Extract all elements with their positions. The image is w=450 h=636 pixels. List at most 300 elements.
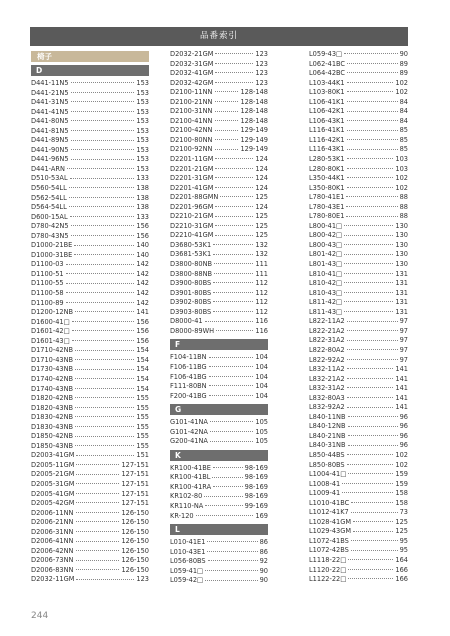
product-code: D1820-42NB	[31, 394, 74, 403]
product-code: D2005-21GM	[31, 470, 75, 479]
section-letter-heading: K	[170, 450, 268, 461]
index-entry	[31, 556, 149, 566]
leader-dots	[207, 551, 257, 552]
product-code: L062-41BC	[309, 59, 346, 68]
leader-dots	[215, 82, 253, 83]
page-reference: 154	[136, 355, 149, 364]
leader-dots	[69, 197, 135, 198]
product-code: L832-92A2	[309, 403, 345, 412]
page-reference: 102	[395, 174, 408, 183]
index-entry	[31, 146, 149, 156]
product-code: L832-31A2	[309, 384, 345, 393]
leader-dots	[346, 216, 397, 217]
page-reference: 73	[399, 508, 408, 517]
index-entry	[309, 575, 408, 585]
page-reference: 124	[255, 155, 268, 164]
index-entry	[309, 356, 408, 366]
index-entry	[170, 557, 268, 567]
leader-dots	[74, 254, 134, 255]
page-reference: 142	[136, 289, 149, 298]
product-code: D2032-31GM	[170, 59, 214, 68]
leader-dots	[347, 158, 394, 159]
page-reference: 104	[255, 372, 268, 381]
index-entry	[309, 327, 408, 337]
product-code: D2201-11GM	[170, 155, 214, 164]
leader-dots	[76, 541, 120, 542]
page-reference: 112	[255, 288, 268, 297]
page-reference: 159	[395, 470, 408, 479]
index-entry	[309, 136, 408, 146]
index-entry	[31, 270, 149, 280]
index-entry	[309, 289, 408, 299]
product-code: L059-42□	[170, 576, 204, 585]
index-entry	[309, 79, 408, 89]
product-code: F111-80BN	[170, 382, 207, 391]
leader-dots	[75, 445, 134, 446]
index-entry	[31, 451, 149, 461]
product-code: D2032-42GM	[170, 78, 214, 87]
leader-dots	[215, 101, 239, 102]
product-code: L822-11A2	[309, 317, 345, 326]
index-entry	[170, 69, 268, 79]
leader-dots	[215, 130, 239, 131]
page-reference: 131	[395, 269, 408, 278]
product-code: KR100-41BE	[170, 463, 211, 472]
page-reference: 104	[255, 382, 268, 391]
product-code: D1830-42NB	[31, 413, 74, 422]
index-entry	[170, 260, 268, 270]
product-code: D562-54LL	[31, 193, 67, 202]
product-code: L822-92A2	[309, 355, 345, 364]
product-code: L811-43□	[309, 307, 343, 316]
page-reference: 169	[255, 511, 268, 520]
page-reference: 102	[395, 88, 408, 97]
page-reference: 130	[395, 260, 408, 269]
page-reference: 156	[136, 231, 149, 240]
index-entry	[170, 392, 268, 402]
index-entry	[170, 428, 268, 438]
index-column-1	[31, 50, 149, 585]
page-reference: 153	[136, 136, 149, 145]
page-reference: 141	[395, 393, 408, 402]
leader-dots	[69, 187, 135, 188]
index-entry	[31, 385, 149, 395]
leader-dots	[215, 177, 253, 178]
leader-dots	[348, 559, 393, 560]
index-entry	[309, 451, 408, 461]
index-entry	[31, 356, 149, 366]
leader-dots	[76, 550, 120, 551]
page-reference: 127-151	[121, 470, 149, 479]
index-entry	[31, 136, 149, 146]
product-code: D780-43N5	[31, 231, 69, 240]
product-code: KR110-NA	[170, 501, 204, 510]
page-reference: 138	[136, 193, 149, 202]
page-reference: 99-169	[244, 501, 268, 510]
leader-dots	[215, 235, 253, 236]
leader-dots	[213, 311, 253, 312]
index-entry	[170, 382, 268, 392]
page-reference: 155	[136, 432, 149, 441]
page-number: 244	[31, 611, 49, 621]
index-entry	[309, 203, 408, 213]
index-entry	[309, 413, 408, 423]
product-code: D1100-51	[31, 269, 64, 278]
product-code: D1600-41□	[31, 317, 70, 326]
page-reference: 88	[399, 193, 408, 202]
product-code: L106-42K1	[309, 107, 345, 116]
product-code: D3800-88NB	[170, 269, 213, 278]
page-reference: 153	[136, 98, 149, 107]
leader-dots	[215, 63, 253, 64]
index-entry	[31, 174, 149, 184]
leader-dots	[71, 159, 135, 160]
index-entry	[170, 502, 268, 512]
product-code: D3900-80BS	[170, 279, 212, 288]
index-entry	[31, 528, 149, 538]
page-reference: 141	[136, 308, 149, 317]
page-reference: 97	[399, 355, 408, 364]
product-code: D2201-96GM	[170, 202, 214, 211]
index-entry	[309, 88, 408, 98]
leader-dots	[215, 139, 239, 140]
product-code: L832-80A3	[309, 393, 345, 402]
leader-dots	[66, 302, 135, 303]
index-entry	[170, 512, 268, 522]
product-code: D1100-03	[31, 260, 64, 269]
leader-dots	[75, 359, 134, 360]
leader-dots	[347, 139, 398, 140]
index-entry	[31, 423, 149, 433]
leader-dots	[344, 273, 393, 274]
product-code: L822-21A2	[309, 326, 345, 335]
leader-dots	[344, 235, 393, 236]
leader-dots	[215, 111, 239, 112]
index-entry	[170, 193, 268, 203]
leader-dots	[213, 486, 243, 487]
page-reference: 138	[136, 203, 149, 212]
index-entry	[170, 317, 268, 327]
index-entry	[31, 404, 149, 414]
leader-dots	[344, 263, 393, 264]
index-entry	[170, 165, 268, 175]
leader-dots	[215, 53, 253, 54]
page-reference: 92	[259, 557, 268, 566]
index-entry	[31, 461, 149, 471]
page-reference: 154	[136, 374, 149, 383]
page-reference: 155	[136, 422, 149, 431]
leader-dots	[351, 512, 398, 513]
product-code: D1601-42□	[31, 327, 70, 336]
page-reference: 85	[399, 145, 408, 154]
page-reference: 127-151	[121, 479, 149, 488]
product-code: L800-43□	[309, 240, 343, 249]
section-letter-heading: G	[170, 404, 268, 415]
page-reference: 90	[259, 566, 268, 575]
leader-dots	[344, 244, 393, 245]
leader-dots	[75, 350, 134, 351]
page-reference: 104	[255, 362, 268, 371]
index-entry	[31, 432, 149, 442]
product-code: D2201-41GM	[170, 183, 214, 192]
product-code: L800-41□	[309, 221, 343, 230]
page-reference: 89	[399, 69, 408, 78]
index-entry	[309, 174, 408, 184]
product-code: D2006-31NN	[31, 527, 74, 536]
index-entry	[31, 194, 149, 204]
leader-dots	[71, 111, 135, 112]
product-code: D1850-43NB	[31, 441, 74, 450]
index-entry	[309, 317, 408, 327]
product-code: L840-31NB	[309, 441, 346, 450]
product-code: L1118-22□	[309, 555, 347, 564]
product-code: D1100-55	[31, 279, 64, 288]
page-reference: 89	[399, 59, 408, 68]
index-entry	[31, 89, 149, 99]
leader-dots	[348, 473, 393, 474]
leader-dots	[71, 149, 135, 150]
index-entry	[170, 279, 268, 289]
index-entry	[31, 518, 149, 528]
page-reference: 90	[259, 576, 268, 585]
product-code: D2005-31GM	[31, 479, 75, 488]
product-code: L810-42□	[309, 279, 343, 288]
page-reference: 123	[136, 575, 149, 584]
index-entry	[309, 537, 408, 547]
product-code: D1710-43NB	[31, 355, 74, 364]
product-code: D2032-11GM	[31, 575, 75, 584]
leader-dots	[346, 196, 397, 197]
page-reference: 154	[136, 384, 149, 393]
leader-dots	[347, 91, 394, 92]
product-code: L1010-41BC	[309, 498, 350, 507]
leader-dots	[347, 321, 398, 322]
page-reference: 156	[136, 327, 149, 336]
index-entry	[309, 165, 408, 175]
leader-dots	[75, 426, 134, 427]
index-entry	[309, 231, 408, 241]
leader-dots	[353, 531, 393, 532]
index-entry	[170, 483, 268, 493]
leader-dots	[70, 216, 135, 217]
page-reference: 126-150	[121, 546, 149, 555]
index-entry	[170, 363, 268, 373]
product-code: L010-41E1	[170, 538, 206, 547]
leader-dots	[347, 168, 394, 169]
product-code: L840-11NB	[309, 412, 346, 421]
product-code: D441-21N5	[31, 88, 69, 97]
page-reference: 138	[136, 184, 149, 193]
page-reference: 153	[136, 88, 149, 97]
product-code: D2100-31NN	[170, 107, 213, 116]
index-entry	[309, 212, 408, 222]
product-code: D441-41N5	[31, 107, 69, 116]
leader-dots	[347, 101, 398, 102]
page-reference: 125	[395, 517, 408, 526]
leader-dots	[213, 254, 253, 255]
leader-dots	[76, 569, 120, 570]
page-reference: 127-151	[121, 460, 149, 469]
index-entry	[31, 98, 149, 108]
product-code: G200-41NA	[170, 437, 208, 446]
leader-dots	[347, 187, 394, 188]
product-code: D3680-53K1	[170, 240, 212, 249]
index-entry	[170, 222, 268, 232]
product-code: L116-42K1	[309, 135, 345, 144]
index-entry	[309, 60, 408, 70]
index-entry	[31, 127, 149, 137]
leader-dots	[210, 421, 253, 422]
index-entry	[31, 117, 149, 127]
leader-dots	[71, 130, 135, 131]
product-code: L801-43□	[309, 260, 343, 269]
page-reference: 142	[136, 298, 149, 307]
leader-dots	[344, 254, 393, 255]
product-code: D2100-21NN	[170, 97, 213, 106]
product-code: D2006-21NN	[31, 518, 74, 527]
index-entry	[170, 308, 268, 318]
index-entry	[31, 365, 149, 375]
page-reference: 124	[255, 202, 268, 211]
index-entry	[309, 260, 408, 270]
index-entry	[309, 308, 408, 318]
leader-dots	[76, 521, 120, 522]
leader-dots	[71, 140, 135, 141]
leader-dots	[208, 560, 258, 561]
leader-dots	[347, 340, 398, 341]
leader-dots	[342, 483, 393, 484]
index-entry	[31, 470, 149, 480]
page-reference: 126-150	[121, 537, 149, 546]
leader-dots	[76, 455, 134, 456]
product-code: L850-44BS	[309, 450, 345, 459]
index-entry	[170, 492, 268, 502]
index-entry	[309, 145, 408, 155]
page-reference: 126-150	[121, 508, 149, 517]
index-entry	[170, 373, 268, 383]
page-reference: 153	[136, 145, 149, 154]
leader-dots	[71, 82, 135, 83]
index-entry	[170, 136, 268, 146]
index-entry	[31, 318, 149, 328]
leader-dots	[213, 282, 253, 283]
product-code: L106-41K1	[309, 97, 345, 106]
product-code: D1740-42NB	[31, 374, 74, 383]
page-reference: 155	[136, 403, 149, 412]
product-code: D1850-42NB	[31, 432, 74, 441]
page-reference: 102	[395, 78, 408, 87]
index-entry	[170, 184, 268, 194]
page-reference: 155	[136, 441, 149, 450]
page-reference: 103	[395, 164, 408, 173]
product-code: D2006-41NN	[31, 537, 74, 546]
leader-dots	[213, 467, 243, 468]
leader-dots	[214, 263, 253, 264]
product-code: L850-80BS	[309, 460, 345, 469]
page-reference: 98-169	[244, 473, 268, 482]
product-code: L280-80K1	[309, 164, 345, 173]
product-code: D2100-11NN	[170, 88, 213, 97]
leader-dots	[344, 292, 393, 293]
product-code: F106-11BG	[170, 362, 207, 371]
page-reference: 129-149	[240, 135, 268, 144]
page-reference: 153	[136, 155, 149, 164]
index-entry	[309, 556, 408, 566]
page-reference: 105	[255, 418, 268, 427]
product-code: L1029-43GM	[309, 527, 352, 536]
index-entry	[31, 413, 149, 423]
leader-dots	[76, 531, 120, 532]
leader-dots	[71, 235, 135, 236]
leader-dots	[347, 72, 398, 73]
page-reference: 127-151	[121, 489, 149, 498]
index-entry	[31, 480, 149, 490]
product-code: L811-42□	[309, 298, 343, 307]
product-code: L840-21NB	[309, 431, 346, 440]
index-entry	[309, 270, 408, 280]
page-reference: 96	[399, 412, 408, 421]
page-reference: 129-149	[240, 126, 268, 135]
index-entry	[31, 442, 149, 452]
index-entry	[31, 241, 149, 251]
product-code: D2100-41NN	[170, 116, 213, 125]
product-code: L064-42BC	[309, 69, 346, 78]
leader-dots	[347, 63, 398, 64]
index-entry	[31, 394, 149, 404]
leader-dots	[71, 92, 135, 93]
page-reference: 98-169	[244, 492, 268, 501]
leader-dots	[347, 378, 394, 379]
index-entry	[309, 126, 408, 136]
product-code: D3901-80BS	[170, 288, 212, 297]
leader-dots	[347, 397, 394, 398]
product-code: L810-41□	[309, 269, 343, 278]
page-reference: 95	[399, 546, 408, 555]
page-reference: 84	[399, 97, 408, 106]
index-entry	[170, 98, 268, 108]
product-code: D1601-43□	[31, 336, 70, 345]
page-reference: 124	[255, 183, 268, 192]
leader-dots	[215, 72, 253, 73]
product-code: D3800-80NB	[170, 260, 213, 269]
index-entry	[170, 289, 268, 299]
page-reference: 123	[255, 69, 268, 78]
page-reference: 126-150	[121, 565, 149, 574]
index-entry	[170, 126, 268, 136]
section-letter-heading: D	[31, 65, 149, 76]
leader-dots	[347, 111, 398, 112]
index-entry	[309, 375, 408, 385]
leader-dots	[75, 378, 134, 379]
page-reference: 86	[259, 547, 268, 556]
page-reference: 85	[399, 126, 408, 135]
page-reference: 125	[255, 212, 268, 221]
leader-dots	[76, 579, 134, 580]
product-code: D510-53AL	[31, 174, 68, 183]
page-reference: 153	[136, 79, 149, 87]
index-entry	[309, 69, 408, 79]
leader-dots	[209, 357, 254, 358]
product-code: D8000-41	[170, 317, 203, 326]
product-code: D2005-41GM	[31, 489, 75, 498]
index-entry	[31, 337, 149, 347]
leader-dots	[216, 330, 253, 331]
index-entry	[309, 508, 408, 518]
page-reference: 124	[255, 174, 268, 183]
page-reference: 123	[255, 59, 268, 68]
leader-dots	[344, 53, 397, 54]
product-code: L1004-41□	[309, 470, 347, 479]
